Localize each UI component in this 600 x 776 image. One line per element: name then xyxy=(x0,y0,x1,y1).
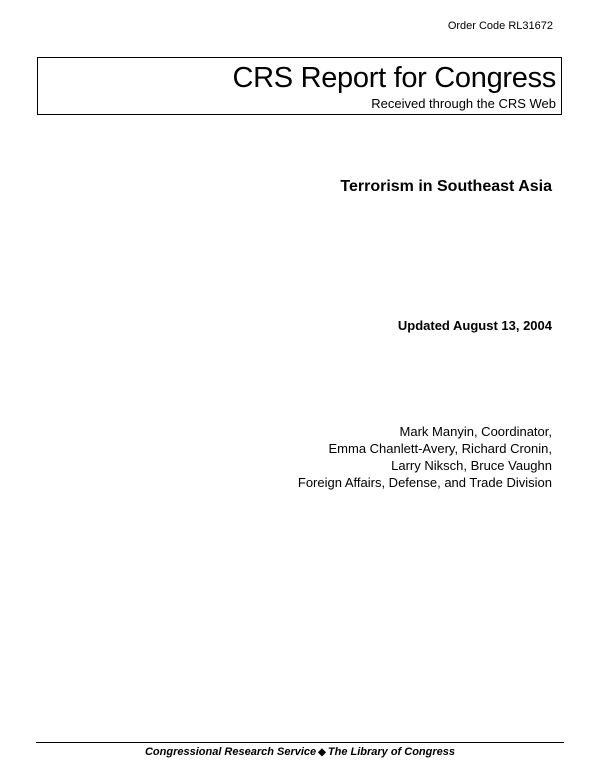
footer xyxy=(0,746,600,758)
author-block xyxy=(298,423,552,491)
order-code: Order Code RL31672 xyxy=(447,20,553,32)
updated-date: Updated August 13, 2004 xyxy=(397,318,552,333)
report-header xyxy=(37,57,562,115)
author-line: Mark Manyin, Coordinator, xyxy=(399,424,552,439)
report-series-title: CRS Report for Congress xyxy=(232,62,556,94)
author-line: Larry Niksch, Bruce Vaughn xyxy=(391,458,552,473)
author-line: Emma Chanlett-Avery, Richard Cronin, xyxy=(328,441,552,456)
footer-library: The Library of Congress xyxy=(327,746,456,758)
footer-org: Congressional Research Service xyxy=(144,746,317,758)
footer-divider xyxy=(36,742,564,743)
document-title: Terrorism in Southeast Asia xyxy=(340,178,552,195)
report-source: Received through the CRS Web xyxy=(371,96,556,111)
division-line: Foreign Affairs, Defense, and Trade Division xyxy=(297,475,552,490)
diamond-icon: ◆ xyxy=(318,747,326,758)
